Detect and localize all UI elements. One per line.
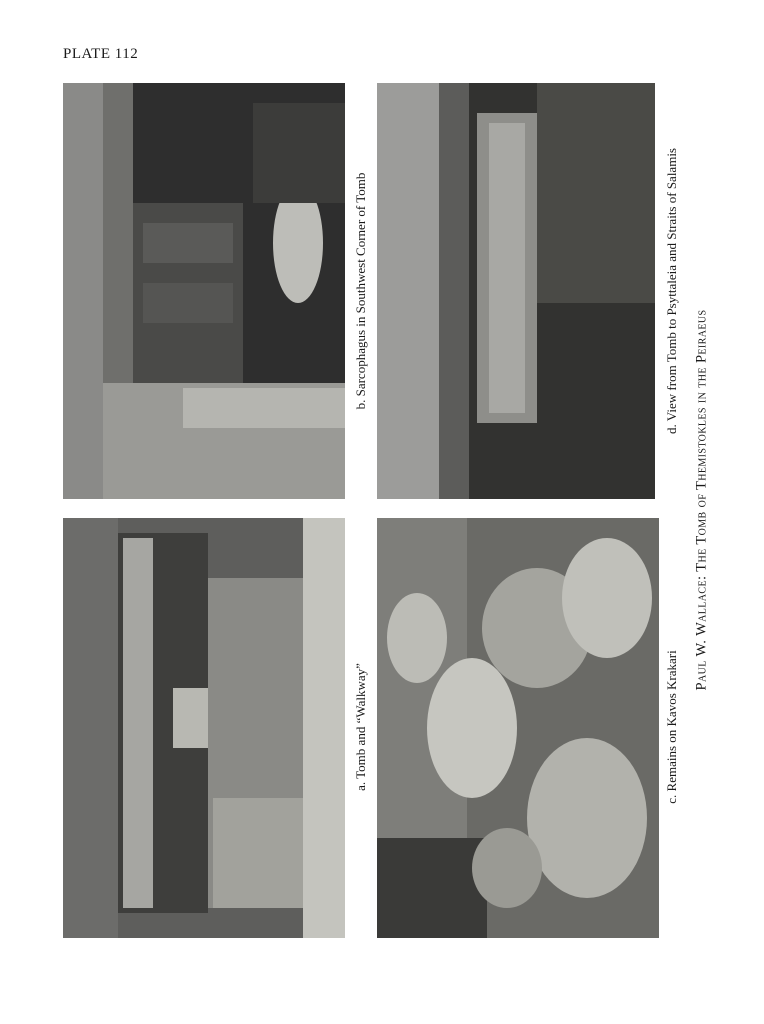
caption-c: c. Remains on Kavos Krakari xyxy=(664,650,679,804)
photo-remains-kavos-krakari xyxy=(377,518,659,938)
photo-sarcophagus xyxy=(63,83,345,499)
caption-a: a. Tomb and “Walkway” xyxy=(353,663,368,791)
plate-number: PLATE 112 xyxy=(63,46,139,62)
photo-tomb-and-walkway xyxy=(63,518,345,938)
caption-b: b. Sarcophagus in Southwest Corner of Tomb xyxy=(353,172,368,410)
plate-credit: Paul W. Wallace: The Tomb of Themistokles in the Peiraeus xyxy=(693,309,710,691)
photo-view-to-psyttaleia xyxy=(377,83,655,499)
caption-d: d. View from Tomb to Psyttaleia and Straits of Salamis xyxy=(664,148,679,434)
